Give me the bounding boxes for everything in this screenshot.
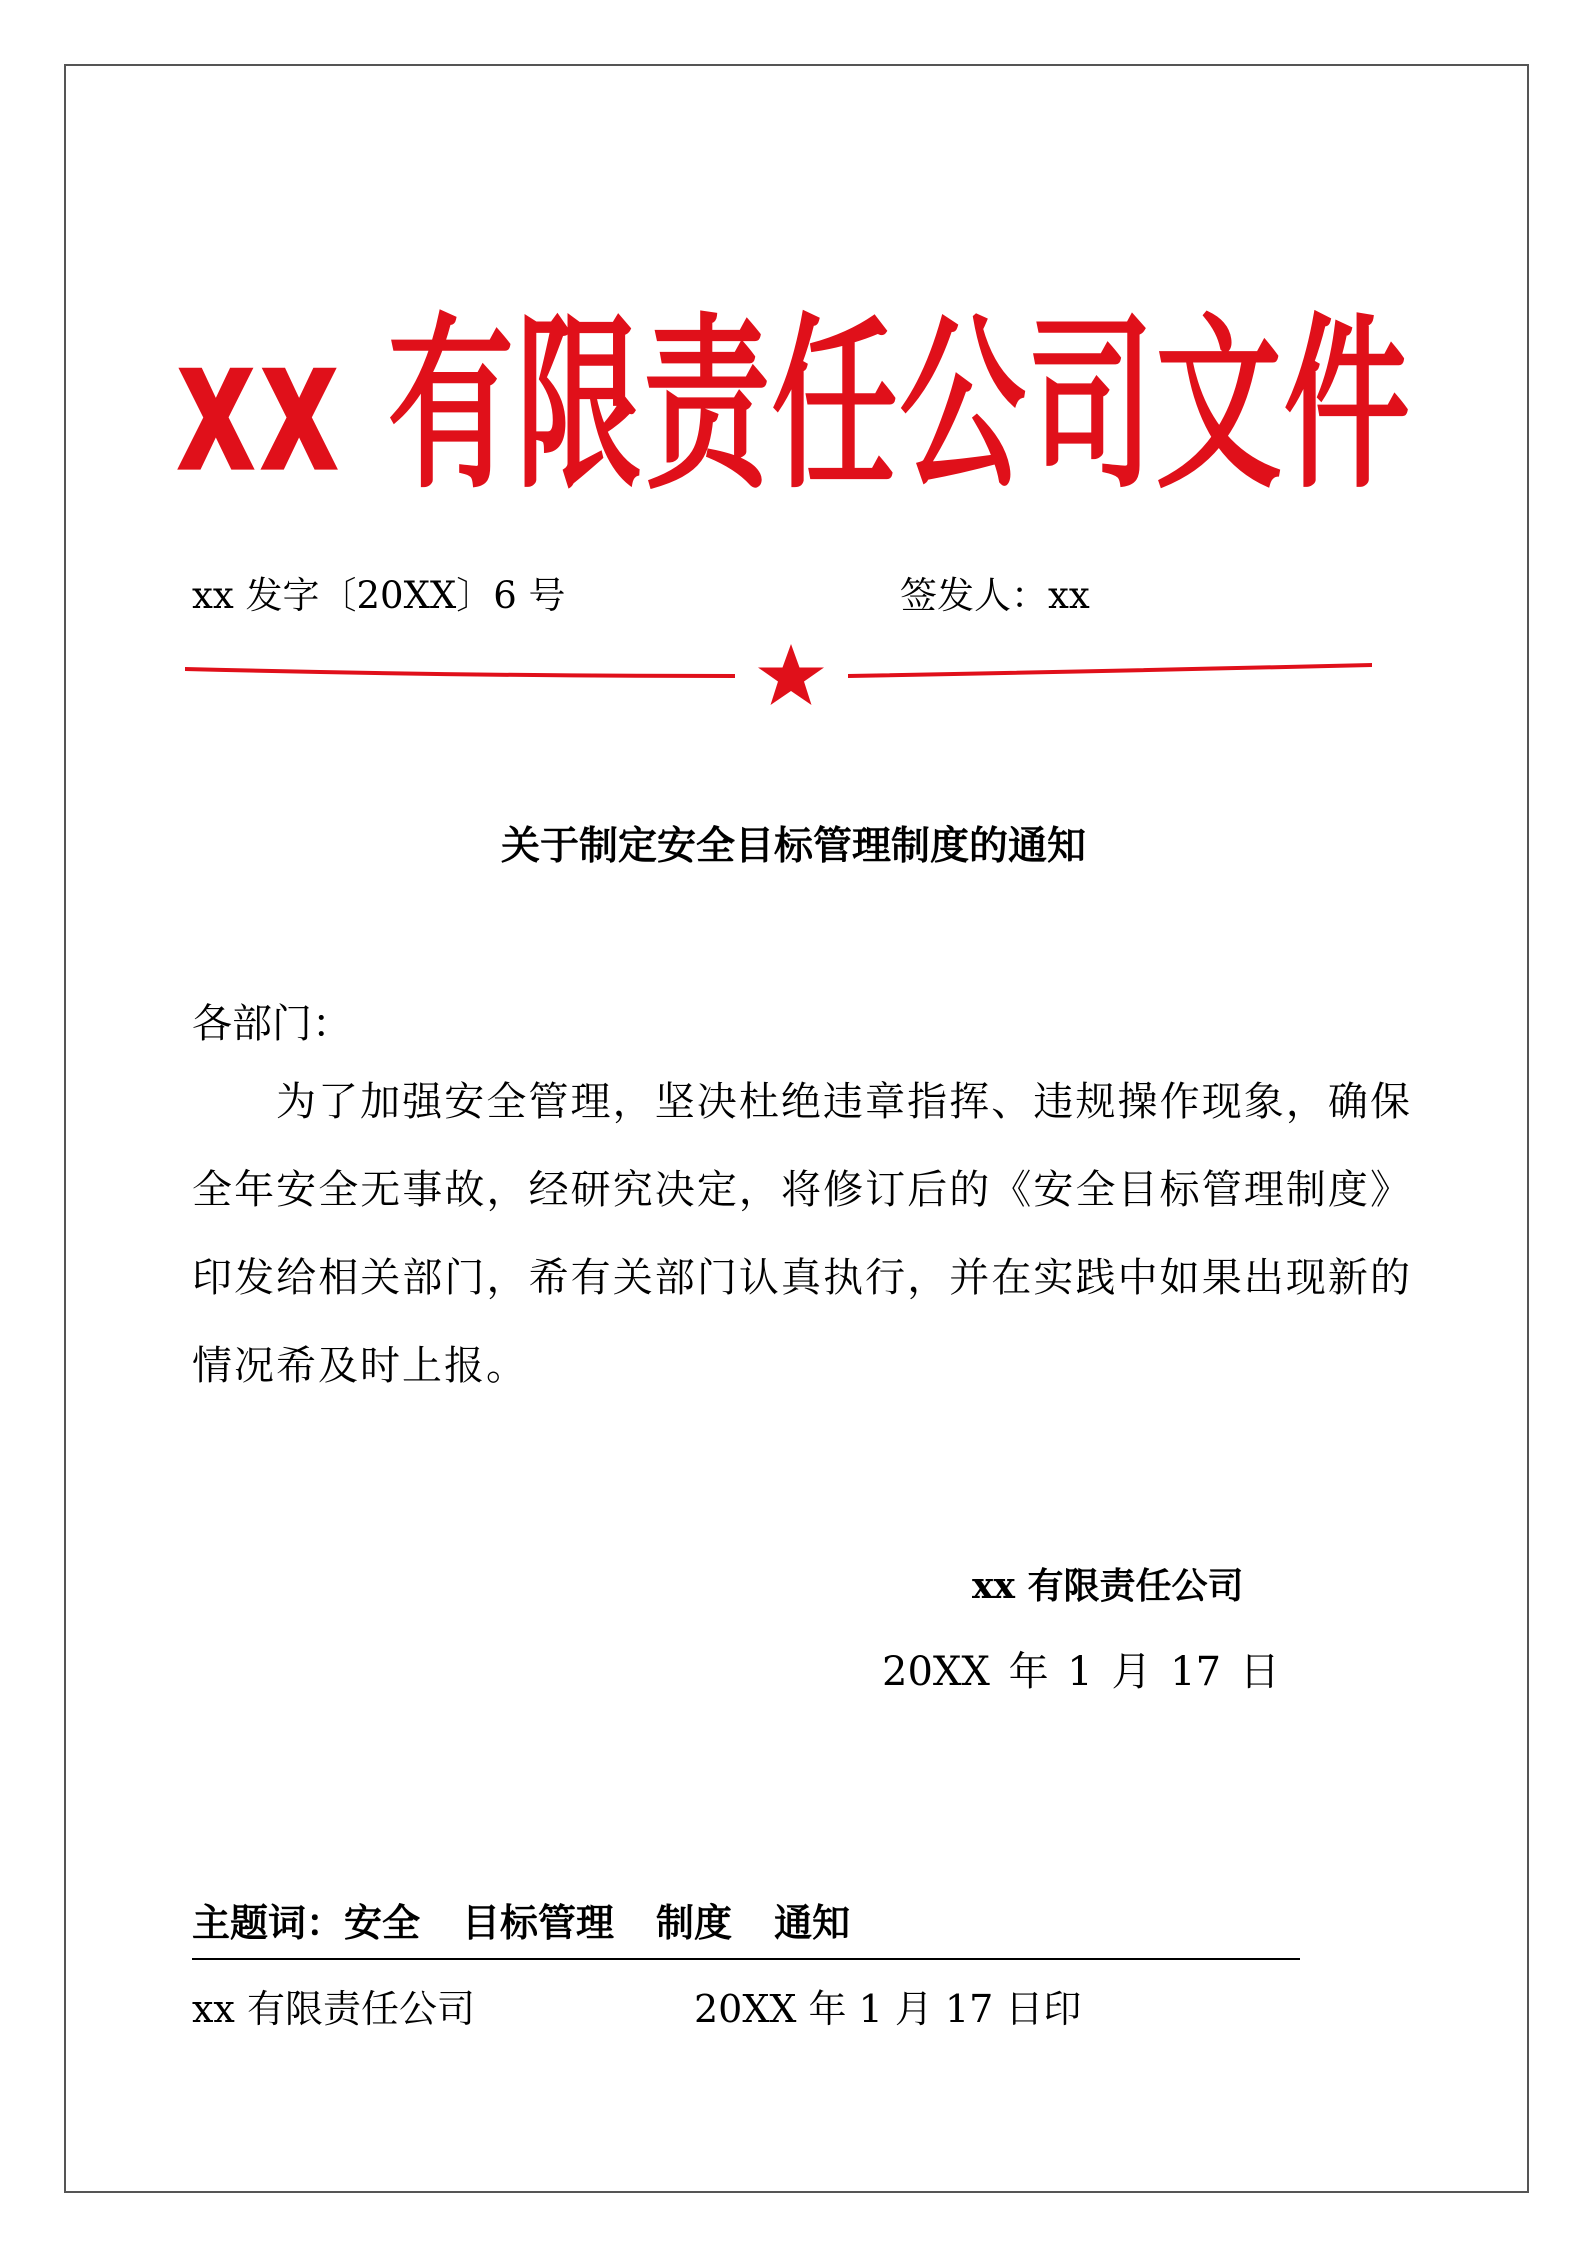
document-header-title-text: xx 有限责任公司文件	[175, 296, 1412, 514]
keyword-item: 通知	[774, 1900, 851, 1945]
signature-company: xx 有限责任公司	[972, 1565, 1244, 1607]
footer-print-date: 20XX 年 1 月 17 日印	[694, 1987, 1082, 2031]
keywords-label: 主题词：	[192, 1900, 345, 1945]
separator-line-right	[848, 663, 1372, 678]
star-icon	[758, 644, 824, 705]
separator-line-left	[185, 667, 735, 678]
red-separator	[0, 640, 1587, 720]
footer-company: xx 有限责任公司	[192, 1987, 475, 2031]
signature-date: 20XX 年 1 月 17 日	[882, 1649, 1280, 1695]
notice-title: 关于制定安全目标管理制度的通知	[500, 823, 1086, 869]
keyword-item: 安全	[344, 1900, 421, 1945]
keyword-item: 目标管理	[462, 1900, 615, 1945]
document-number: xx 发字〔20XX〕6 号	[192, 574, 566, 617]
footer-divider	[192, 1958, 1300, 1960]
signer-label: 签发人：xx	[900, 574, 1090, 617]
keywords-line	[192, 1892, 892, 1947]
salutation: 各部门：	[192, 1001, 352, 1047]
notice-body: 为了加强安全管理，坚决杜绝违章指挥、违规操作现象，确保全年安全无事故，经研究决定，将修订后的《安全目标管理制度》印发给相关部门，希有关部门认真执行，并在实践中如果出现新的情况希及时上报。	[192, 1079, 1412, 1389]
keyword-item: 制度	[656, 1900, 733, 1945]
document-header-title	[0, 275, 1587, 514]
